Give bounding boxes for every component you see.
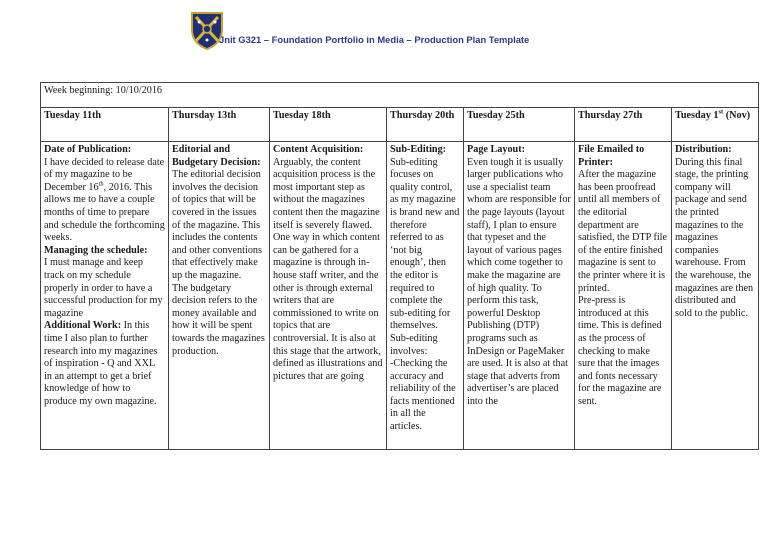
text-file-emailed-2: Pre-press is introduced at this time. This is defined as the process of checking to make sure that the images and fonts necessary for the magazine are sent. [578, 295, 662, 407]
text-date-sup: th [98, 180, 104, 188]
cell-tuesday-25 [464, 142, 575, 450]
text-date-of-publication-a: I have decided to release date of my magazine to be December 16 [44, 156, 165, 193]
text-budgetary: The budgetary decision refers to the money available and how it will be spent towards the magazines production. [172, 282, 265, 357]
text-additional-work: In this time I also plan to further research into my magazines of inspiration - Q and XXL in an attempt to get a brief knowledge of how to produce my own magazine. [44, 320, 158, 407]
date-header-3: Tuesday 18th [270, 108, 387, 142]
plan-body-row [41, 142, 759, 450]
text-content-acquisition-1: Arguably, the content acquisition process is the most important step as without the magazines content then the magazine itself is severely flawed. [273, 156, 380, 231]
dates-row [41, 108, 759, 142]
week-row [41, 83, 759, 108]
text-date-of-publication-b: , 2016. This allows me to have a couple months of time to prepare and schedule the forthcoming weeks. [44, 181, 165, 244]
heading-file-emailed: File Emailed to Printer: [578, 144, 645, 168]
date-header-5: Tuesday 25th [464, 108, 575, 142]
heading-page-layout: Page Layout: [467, 144, 526, 155]
date-header-1: Tuesday 11th [41, 108, 169, 142]
date-header-7 [672, 108, 759, 142]
heading-content-acquisition: Content Acquisition: [273, 144, 364, 155]
cell-thursday-13 [169, 142, 270, 450]
heading-editorial-budgetary: Editorial and Budgetary Decision: [172, 144, 261, 168]
date-header-7-sup: st [718, 108, 724, 116]
cell-thursday-20 [387, 142, 464, 450]
document-title: Jnit G321 – Foundation Portfolio in Media – Production Plan Template [219, 34, 530, 45]
date-header-7-after: (Nov) [723, 110, 751, 121]
text-editorial: The editorial decision involves the decision of topics that will be covered in the issues of the magazine. This includes the contents and other conventions that effectively make up the magazine. [172, 169, 262, 281]
heading-additional-work: Additional Work: [44, 320, 122, 332]
text-sub-editing-2: Sub-editing involves: [390, 332, 438, 357]
heading-managing-schedule: Managing the schedule: [44, 244, 148, 256]
text-page-layout: Even tough it is usually larger publications who use a specialist team whom are responsible for the page layouts (layout staff), I plan to ensure that typeset and the layout of various pages which come together to make the magazine are of high quality. To perform this task, powerful Desktop Publishing (DTP) programs such as InDesign or PageMaker are used. It is also at that stage that adverts from advertiser’s are placed into the [467, 156, 571, 407]
cell-tuesday-18 [270, 142, 387, 450]
heading-distribution: Distribution: [675, 144, 732, 155]
cell-tuesday-11 [41, 142, 169, 450]
week-beginning: Week beginning: 10/10/2016 [41, 83, 759, 108]
cell-thursday-27 [575, 142, 672, 450]
cell-tuesday-1-nov [672, 142, 759, 450]
text-managing-schedule: I must manage and keep track on my schedule properly in order to have a successful production for my magazine [44, 257, 163, 319]
date-header-6: Thursday 27th [575, 108, 672, 142]
document-header [0, 0, 768, 70]
heading-date-of-publication: Date of Publication: [44, 144, 132, 155]
text-distribution: During this final stage, the printing company will package and send the printed magazines to the magazines companies warehouse. From the warehouse, the magazines are then distributed and sold to the public. [675, 156, 754, 319]
text-sub-editing-1: Sub-editing focuses on quality control, as my magazine is brand new and therefore referred to as ‘not big enough’, then the editor is required to complete the sub-editing for themselves. [390, 156, 460, 332]
date-header-2: Thursday 13th [169, 108, 270, 142]
text-sub-editing-3: -Checking the accuracy and reliability of the facts mentioned in all the articles. [390, 358, 456, 433]
production-plan-table [40, 82, 759, 450]
text-file-emailed-1: After the magazine has been proofread until all members of the editorial department are satisfied, the DTP file of the entire finished magazine is sent to the printer where it is printed. [578, 169, 668, 294]
text-content-acquisition-2: One way in which content can be gathered for a magazine is through in-house staff writer, and the other is through external writers that are commissioned to write on topics that are controversial. It is also at this stage that the artwork, defined as illustrations and pictures that are going [273, 232, 383, 382]
date-header-7-main: Tuesday 1 [675, 110, 719, 121]
heading-sub-editing: Sub-Editing: [390, 144, 447, 155]
date-header-4: Thursday 20th [387, 108, 464, 142]
